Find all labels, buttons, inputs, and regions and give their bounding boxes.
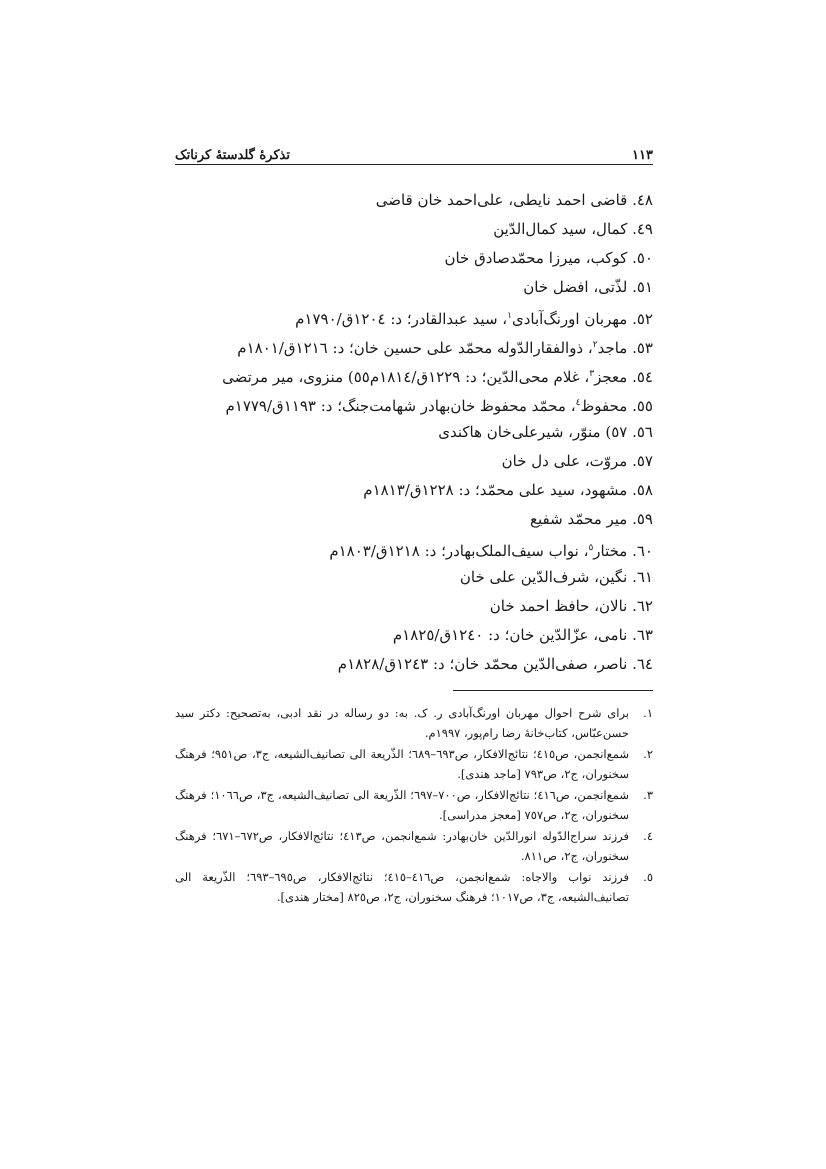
book-page bbox=[175, 0, 653, 1169]
poet-entry-list bbox=[175, 186, 653, 679]
entry-name: ٥٢. مهربان اورنگ‌آبادی bbox=[511, 310, 653, 328]
footnote-text: شمع‌انجمن، ص٤١٥؛ نتائج‌الافکار، ص٦٩٣–٦٨٩؛ الذّریعة الی تصانیف‌الشیعه، ج٣، ص٩٥١؛ فرهنگ سخنوران، ج٢، ص٧٩٣ [ماجد هندی]. bbox=[175, 747, 630, 781]
poet-entry: ٦٤. ناصر، صفی‌الدّین محمّد خان؛ د: ١٢٤٣ق/١٨٢٨م bbox=[337, 655, 653, 673]
footnote bbox=[175, 704, 653, 743]
footnote bbox=[175, 827, 653, 866]
running-header bbox=[175, 141, 653, 163]
entry-name: ٥٥. محفوظ bbox=[580, 397, 653, 415]
page-number: ١١٣ bbox=[632, 148, 653, 163]
book-title: تذکرۀ گلدستۀ کرناتک bbox=[175, 148, 290, 163]
poet-entry: ٥٩. میر محمّد شفیع bbox=[530, 510, 653, 528]
footnote bbox=[175, 745, 653, 784]
poet-entry bbox=[175, 534, 653, 563]
header-rule bbox=[175, 164, 653, 165]
poet-entry bbox=[175, 389, 653, 418]
footnote bbox=[175, 868, 653, 907]
footnote-list bbox=[175, 704, 653, 909]
entry-details: ، نواب سیف‌الملک‌بهادر؛ د: ١٢١٨ق/١٨٠٣م bbox=[329, 542, 589, 560]
poet-entry: ٦٢. نالان، حافظ احمد خان bbox=[489, 597, 653, 615]
poet-entry bbox=[175, 331, 653, 360]
footnote-marker: ٥ bbox=[588, 543, 594, 553]
poet-entry: ٥٦. ٥٧) منوّر، شیرعلی‌خان هاکندی bbox=[438, 423, 653, 441]
poet-entry: ٤٨. قاضی احمد نایطی، علی‌احمد خان قاضی bbox=[375, 191, 653, 209]
poet-entry: ٥٧. مروّت، علی دل خان bbox=[501, 452, 653, 470]
poet-entry: ٥١. لذّتی، افضل خان bbox=[523, 278, 653, 296]
footnote-number: ٣. bbox=[643, 788, 653, 802]
footnote-marker: ٣ bbox=[589, 369, 595, 379]
footnote-number: ١. bbox=[643, 706, 653, 720]
footnote-text: فرزند سراج‌الدّوله انورالدّین خان‌بهادر: شمع‌انجمن، ص٤١٣؛ نتائج‌الافکار، ص٦٧٢–٦٧١؛ فرهنگ سخنوران، ج٢، ص٨١١. bbox=[175, 829, 630, 863]
footnote-number: ٥. bbox=[643, 870, 653, 884]
footnote-number: ٢. bbox=[643, 747, 653, 761]
footnote-text: شمع‌انجمن، ص٤١٦؛ نتائج‌الافکار، ص٧٠٠–٦٩٧؛ الذّریعة الی تصانیف‌الشیعه، ج٣، ص١٠٦٦؛ فرهنگ سخنوران، ج٢، ص٧٥٧ [معجز مدراسی]. bbox=[175, 788, 630, 822]
footnote-marker: ٢ bbox=[592, 340, 598, 350]
entry-name: ٥٣. ماجد bbox=[597, 339, 653, 357]
poet-entry bbox=[175, 360, 653, 389]
poet-entry: ٤٩. کمال، سید کمال‌الدّین bbox=[493, 220, 653, 238]
footnote-marker: ٤ bbox=[575, 398, 581, 408]
footnote-text: برای شرح احوال مهربان اورنگ‌آبادی ر. ک. به: دو رساله در نقد ادبی، به‌تصحیح: دکتر سید حسن‌عبّاس، کتاب‌خانۀ رضا رام‌پور، ١٩٩٧م. bbox=[175, 706, 629, 740]
entry-name: ٦٠. مختار bbox=[593, 542, 653, 560]
footnote bbox=[175, 786, 653, 825]
entry-details: ، ذوالفقارالدّوله محمّد علی حسین خان؛ د: ١٢١٦ق/١٨٠١م bbox=[237, 339, 593, 357]
poet-entry bbox=[175, 302, 653, 331]
footnote-rule bbox=[453, 690, 653, 691]
poet-entry: ٥٠. کوکب، میرزا محمّدصادق خان bbox=[444, 249, 653, 267]
entry-details: ، غلام محی‌الدّین؛ د: ١٢٢٩ق/١٨١٤م٥٥) منزوی، میر مرتضی bbox=[222, 368, 590, 386]
poet-entry: ٦١. نگین، شرف‌الدّین علی خان bbox=[459, 568, 653, 586]
entry-name: ٥٤. معجز bbox=[594, 368, 653, 386]
footnote-number: ٤. bbox=[643, 829, 653, 843]
poet-entry: ٦٣. نامی، عزّالدّین خان؛ د: ١٢٤٠ق/١٨٢٥م bbox=[392, 626, 653, 644]
footnote-marker: ١ bbox=[507, 311, 512, 321]
entry-details: ، محمّد محفوظ خان‌بهادر شهامت‌جنگ؛ د: ١١٩٣ق/١٧٧٩م bbox=[225, 397, 576, 415]
footnote-text: فرزند نواب والاجاه: شمع‌انجمن، ص٤١٦–٤١٥؛ نتائج‌الافکار، ص٦٩٥–٦٩٣؛ الذّریعة الی تصانیف‌الشیعه، ج٣، ص١٠١٧؛ فرهنگ سخنوران، ج٢، ص٨٢٥ [مختار هندی]. bbox=[175, 870, 629, 904]
poet-entry: ٥٨. مشهود، سید علی محمّد؛ د: ١٢٢٨ق/١٨١٣م bbox=[363, 481, 653, 499]
entry-details: ، سید عبدالقادر؛ د: ١٢٠٤ق/١٧٩٠م bbox=[295, 310, 508, 328]
